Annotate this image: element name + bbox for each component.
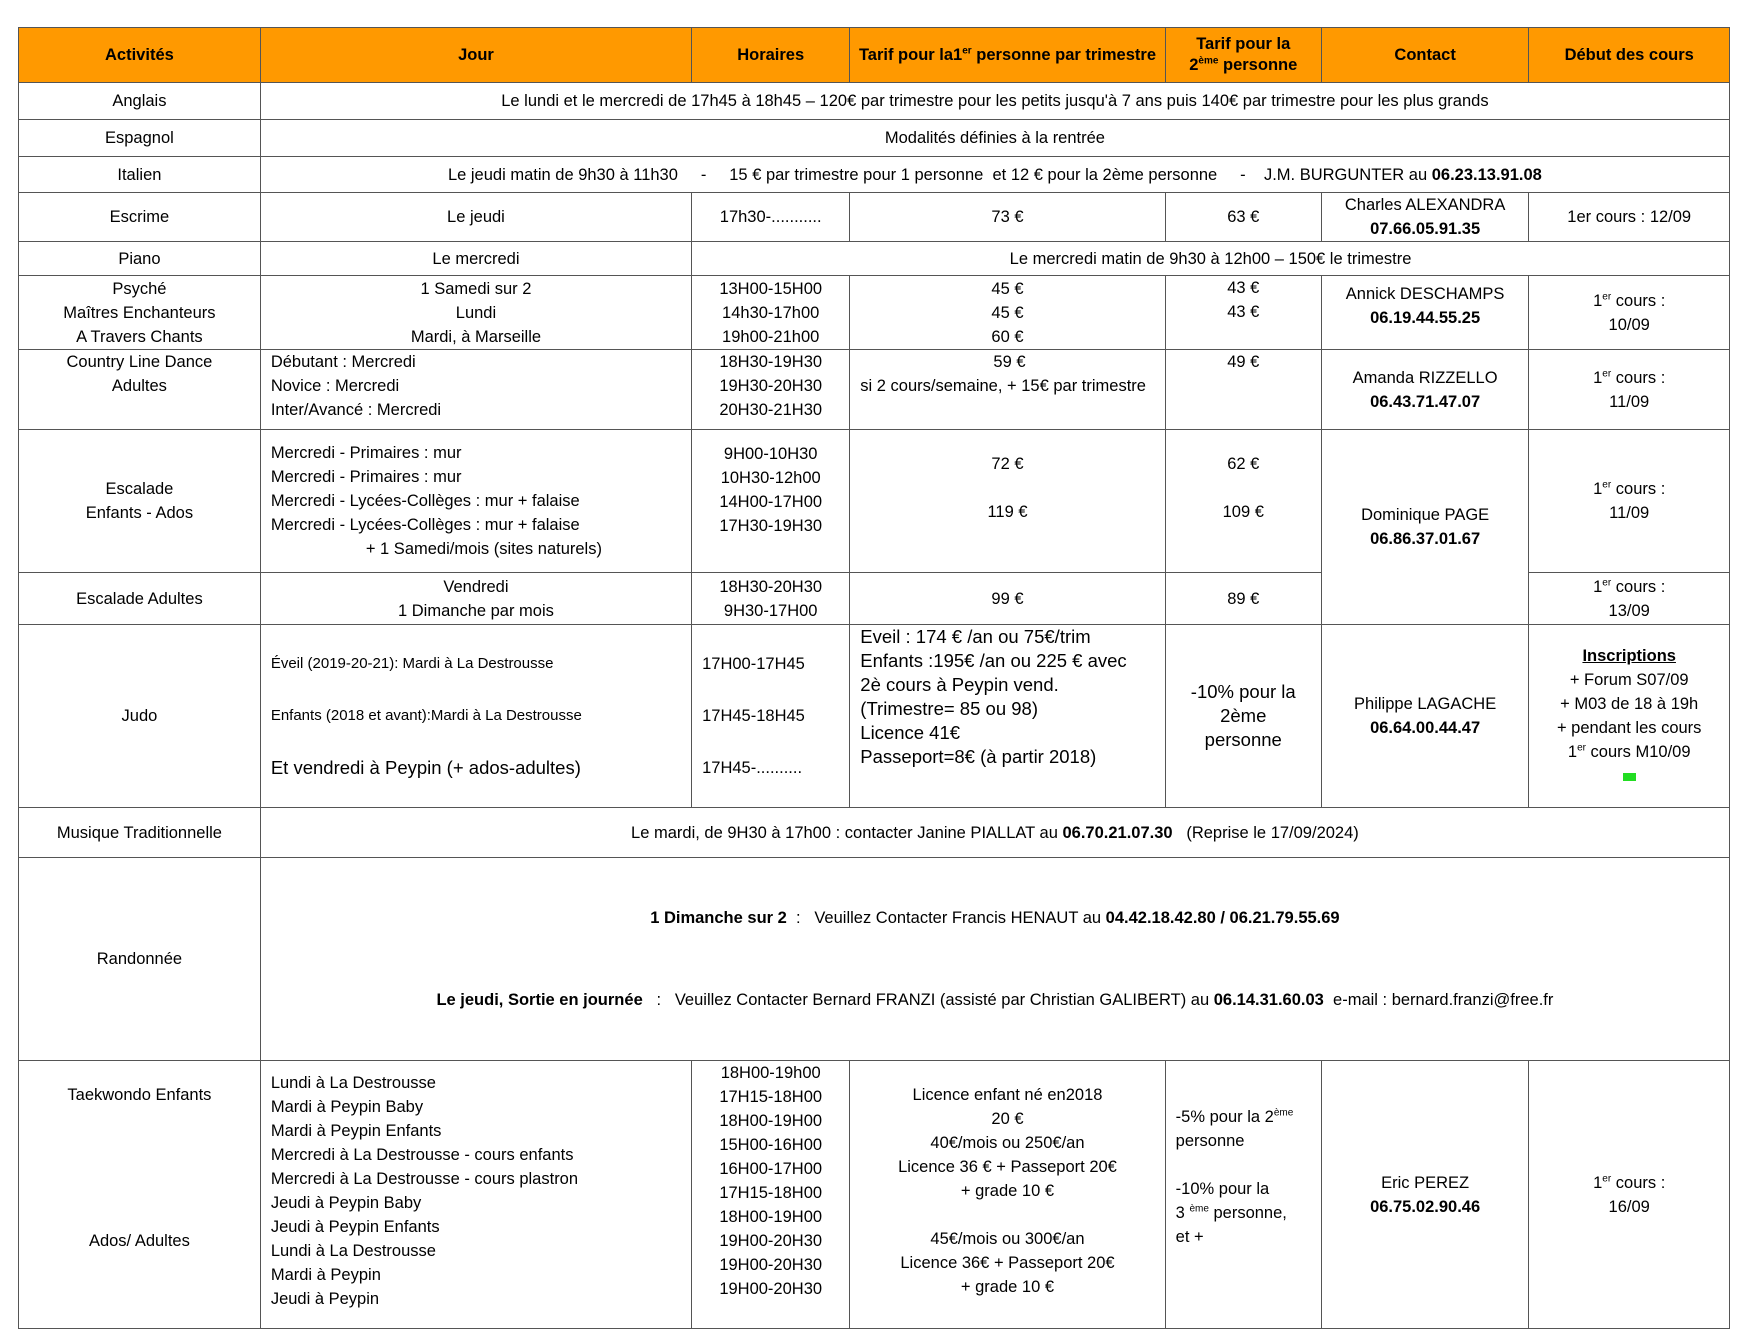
tarif-second: -5% pour la 2ème personne -10% pour la 3 $^{ème}$ personne, et + <box>1165 1061 1321 1329</box>
tarif-first: Licence enfant né en2018 20 € 40€/mois ou 250€/an Licence 36 € + Passeport 20€ + grade 10 € 45€/mois ou 300€/an Licence 36€ + Passeport 20€ + grade 10 € <box>850 1061 1165 1329</box>
tarif-first: 99 € <box>850 573 1165 625</box>
contact-phone: 06.70.21.07.30 <box>1062 823 1173 842</box>
activity-details: Le lundi et le mercredi de 17h45 à 18h45 – 120€ par trimestre pour les petits jusqu'à 7 ans puis 140€ par trimestre pour les plus grands <box>260 83 1729 120</box>
activity-hours: 9H00-10H30 10H30-12h00 14H00-17H00 17H30-19H30 <box>692 430 850 573</box>
activity-hours: 17H00-17H45 17H45-18H45 17H45-.......... <box>692 625 850 808</box>
activity-name: Anglais <box>19 83 261 120</box>
activity-hours: 13H00-15H00 14h30-17h00 19h00-21h00 <box>692 276 850 350</box>
tarif-first: Eveil : 174 € /an ou 75€/trim Enfants :195€ /an ou 225 € avec 2è cours à Peypin vend. (Trimestre= 85 ou 98) Licence 41€ Passeport=8€ (à partir 2018) <box>850 625 1165 808</box>
inscriptions-title: Inscriptions <box>1582 647 1676 665</box>
activity-hours: 18H00-19h00 17H15-18H00 18H00-19H00 15H00-16H00 16H00-17H00 17H15-18H00 18H00-19H00 19H00-20H30 19H00-20H30 19H00-20H30 <box>692 1061 850 1329</box>
table-row-espagnol <box>19 120 1730 157</box>
activity-name: Piano <box>19 242 261 276</box>
contact: Amanda RIZZELLO 06.43.71.47.07 <box>1321 350 1529 430</box>
tarif-second: 62 € 109 € <box>1165 430 1321 573</box>
activity-name: Judo <box>19 625 261 808</box>
activity-name: Randonnée <box>19 858 261 1061</box>
course-start: 1er cours : 16/09 <box>1529 1061 1730 1329</box>
contact-phone: 07.66.05.91.35 <box>1370 220 1481 238</box>
activity-day: Débutant : Mercredi Novice : Mercredi Inter/Avancé : Mercredi <box>260 350 691 430</box>
course-start: 1er cours : 12/09 <box>1529 193 1730 242</box>
activity-details: Le mercredi matin de 9h30 à 12h00 – 150€ le trimestre <box>692 242 1730 276</box>
table-row-italien <box>19 157 1730 193</box>
header-contact: Contact <box>1321 28 1529 83</box>
tarif-second: 43 € 43 € <box>1165 276 1321 350</box>
activity-name: Taekwondo Enfants Ados/ Adultes <box>19 1061 261 1329</box>
contact-phone: 06.43.71.47.07 <box>1370 392 1481 411</box>
activity-name: Country Line Dance Adultes <box>19 350 261 430</box>
table-row-psyche <box>19 276 1730 350</box>
header-tarif-1: Tarif pour la1er personne par trimestre <box>850 28 1165 83</box>
contact: Dominique PAGE 06.86.37.01.67 <box>1321 430 1529 625</box>
activity-name: Musique Traditionnelle <box>19 808 261 858</box>
table-row-taekwondo <box>19 1061 1730 1329</box>
activity-name: Italien <box>19 157 261 193</box>
contact-email: e-mail : bernard.franzi@free.fr <box>1323 991 1554 1009</box>
contact-phone: 06.23.13.91.08 <box>1431 165 1542 184</box>
tarif-first: 59 € si 2 cours/semaine, + 15€ par trimestre <box>850 350 1165 430</box>
activities-schedule-table <box>18 27 1730 1329</box>
table-row-escrime <box>19 193 1730 242</box>
highlight-mark <box>1623 773 1636 781</box>
tarif-first: 45 € 45 € 60 € <box>850 276 1165 350</box>
contact: Charles ALEXANDRA 07.66.05.91.35 <box>1321 193 1529 242</box>
activity-day: Le mercredi <box>260 242 691 276</box>
activity-day: 1 Samedi sur 2 Lundi Mardi, à Marseille <box>260 276 691 350</box>
contact-phone: 06.19.44.55.25 <box>1370 309 1481 327</box>
activity-day: Le jeudi <box>260 193 691 242</box>
course-start: 1er cours : 10/09 <box>1529 276 1730 350</box>
activity-day: Éveil (2019-20-21): Mardi à La Destrousse Enfants (2018 et avant):Mardi à La Destrousse Et vendredi à Peypin (+ ados-adultes) <box>260 625 691 808</box>
table-header-row <box>19 28 1730 83</box>
contact-phone: 06.75.02.90.46 <box>1370 1197 1481 1216</box>
activity-hours: 18H30-19H30 19H30-20H30 20H30-21H30 <box>692 350 850 430</box>
contact-phone: 06.86.37.01.67 <box>1370 530 1481 548</box>
header-tarif-2: Tarif pour la 2ème personne <box>1165 28 1321 83</box>
activity-name: Escrime <box>19 193 261 242</box>
contact: Philippe LAGACHE 06.64.00.44.47 <box>1321 625 1529 808</box>
tarif-first: 73 € <box>850 193 1165 242</box>
table-row-piano <box>19 242 1730 276</box>
tarif-second: 63 € <box>1165 193 1321 242</box>
contact: Eric PEREZ 06.75.02.90.46 <box>1321 1061 1529 1329</box>
table-row-judo <box>19 625 1730 808</box>
header-debut: Début des cours <box>1529 28 1730 83</box>
activity-hours: 17h30-........... <box>692 193 850 242</box>
header-jour: Jour <box>260 28 691 83</box>
header-activites: Activités <box>19 28 261 83</box>
activity-name: Espagnol <box>19 120 261 157</box>
table-row-country-line-dance <box>19 350 1730 430</box>
activity-details: Le mardi, de 9H30 à 17h00 : contacter Janine PIALLAT au 06.70.21.07.30 (Reprise le 17/09/2024) <box>260 808 1729 858</box>
course-start: 1er cours : 11/09 <box>1529 430 1730 573</box>
activity-day: Lundi à La Destrousse Mardi à Peypin Baby Mardi à Peypin Enfants Mercredi à La Destrousse - cours enfants Mercredi à La Destrousse - cours plastron Jeudi à Peypin Baby Jeudi à Peypin Enfants Lundi à La Destrousse Mardi à Peypin Jeudi à Peypin <box>260 1061 691 1329</box>
contact-phone: 06.14.31.60.03 <box>1213 991 1324 1009</box>
contact-phone: 06.64.00.44.47 <box>1370 719 1481 737</box>
tarif-second: -10% pour la 2ème personne <box>1165 625 1321 808</box>
course-start: Inscriptions + Forum S07/09 + M03 de 18 à 19h + pendant les cours 1er cours M10/09 <box>1529 625 1730 808</box>
activity-details: Modalités définies à la rentrée <box>260 120 1729 157</box>
table-row-escalade-enfants <box>19 430 1730 573</box>
contact: Annick DESCHAMPS 06.19.44.55.25 <box>1321 276 1529 350</box>
contact-phone: 04.42.18.42.80 / 06.21.79.55.69 <box>1105 909 1340 927</box>
activity-hours: 18H30-20H30 9H30-17H00 <box>692 573 850 625</box>
table-row-musique-traditionnelle <box>19 808 1730 858</box>
course-start: 1er cours : 13/09 <box>1529 573 1730 625</box>
tarif-second: 89 € <box>1165 573 1321 625</box>
tarif-first: 72 € 119 € <box>850 430 1165 573</box>
activity-day: Vendredi 1 Dimanche par mois <box>260 573 691 625</box>
activity-name: Escalade Enfants - Ados <box>19 430 261 573</box>
course-start: 1er cours : 11/09 <box>1529 350 1730 430</box>
activity-name: Escalade Adultes <box>19 573 261 625</box>
header-horaires: Horaires <box>692 28 850 83</box>
activity-day: Mercredi - Primaires : mur Mercredi - Primaires : mur Mercredi - Lycées-Collèges : mur + falaise Mercredi - Lycées-Collèges : mur + falaise + 1 Samedi/mois (sites naturels) <box>260 430 691 573</box>
table-row-randonnee <box>19 858 1730 1061</box>
activity-name: Psyché Maîtres Enchanteurs A Travers Chants <box>19 276 261 350</box>
table-row-anglais <box>19 83 1730 120</box>
activity-details: Le jeudi matin de 9h30 à 11h30 - 15 € par trimestre pour 1 personne et 12 € pour la 2ème personne - J.M. BURGUNTER au 06.23.13.91.08 <box>260 157 1729 193</box>
activity-details: 1 Dimanche sur 2 : Veuillez Contacter Francis HENAUT au 04.42.18.42.80 / 06.21.79.55.69 Le jeudi, Sortie en journée : Veuillez Contacter Bernard FRANZI (assisté par Christian GALIBERT) au 06.14.31.60.03 e-mail : bernard.franzi@free.fr <box>260 858 1729 1061</box>
tarif-second: 49 € <box>1165 350 1321 430</box>
